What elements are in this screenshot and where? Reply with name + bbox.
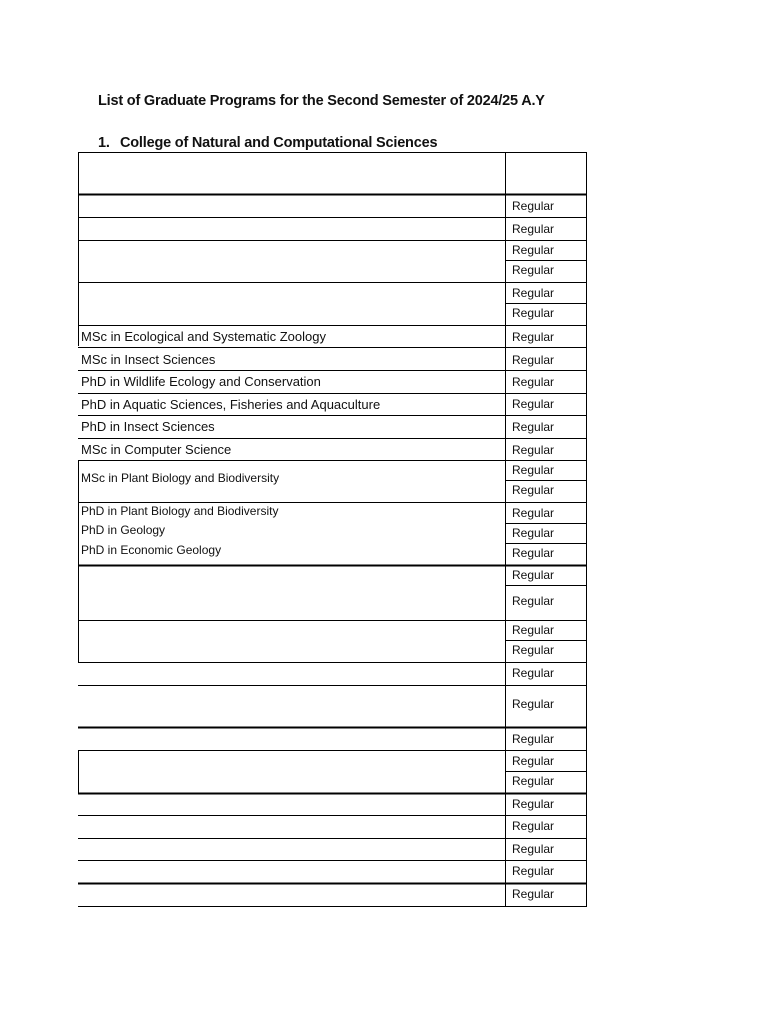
- study-mode-cell: Regular: [512, 263, 555, 277]
- study-mode-cell: Regular: [512, 842, 555, 856]
- study-mode-cell: Regular: [512, 864, 555, 878]
- program-name: PhD in Geology: [81, 523, 166, 537]
- study-mode-cell: Regular: [512, 463, 555, 477]
- study-mode-cell: Regular: [512, 353, 555, 367]
- study-mode-cell: Regular: [512, 420, 555, 434]
- program-name: MSc in Insect Sciences: [81, 352, 216, 367]
- program-name: PhD in Wildlife Ecology and Conservation: [81, 374, 321, 389]
- program-name: MSc in Ecological and Systematic Zoology: [81, 329, 326, 344]
- study-mode-cell: Regular: [512, 568, 555, 582]
- study-mode-cell: Regular: [512, 666, 555, 680]
- study-mode-cell: Regular: [512, 774, 555, 788]
- study-mode-cell: Regular: [512, 199, 555, 213]
- study-mode-cell: Regular: [512, 643, 555, 657]
- document-title: List of Graduate Programs for the Second Semester of 2024/25 A.Y: [98, 93, 545, 109]
- study-mode-cell: Regular: [512, 546, 555, 560]
- study-mode-cell: Regular: [512, 754, 555, 768]
- program-name: PhD in Aquatic Sciences, Fisheries and Aquaculture: [81, 397, 381, 412]
- program-name: MSc in Computer Science: [81, 442, 232, 457]
- study-mode-cell: Regular: [512, 443, 555, 457]
- program-name: PhD in Insect Sciences: [81, 419, 215, 434]
- program-name: MSc in Plant Biology and Biodiversity: [81, 471, 280, 485]
- study-mode-cell: Regular: [512, 306, 555, 320]
- study-mode-cell: Regular: [512, 375, 555, 389]
- study-mode-cell: Regular: [512, 286, 555, 300]
- study-mode-cell: Regular: [512, 526, 555, 540]
- study-mode-cell: Regular: [512, 330, 555, 344]
- study-mode-cell: Regular: [512, 797, 555, 811]
- study-mode-cell: Regular: [512, 594, 555, 608]
- study-mode-cell: Regular: [512, 483, 555, 497]
- study-mode-cell: Regular: [512, 397, 555, 411]
- program-name: PhD in Plant Biology and Biodiversity: [81, 504, 279, 518]
- study-mode-cell: Regular: [512, 243, 555, 257]
- section-number: 1.: [98, 135, 110, 151]
- study-mode-cell: Regular: [512, 697, 555, 711]
- study-mode-cell: Regular: [512, 887, 555, 901]
- study-mode-cell: Regular: [512, 819, 555, 833]
- study-mode-cell: Regular: [512, 623, 555, 637]
- program-name: PhD in Economic Geology: [81, 543, 222, 557]
- study-mode-cell: Regular: [512, 506, 555, 520]
- section-name: College of Natural and Computational Sciences: [120, 135, 438, 151]
- study-mode-cell: Regular: [512, 222, 555, 236]
- study-mode-cell: Regular: [512, 732, 555, 746]
